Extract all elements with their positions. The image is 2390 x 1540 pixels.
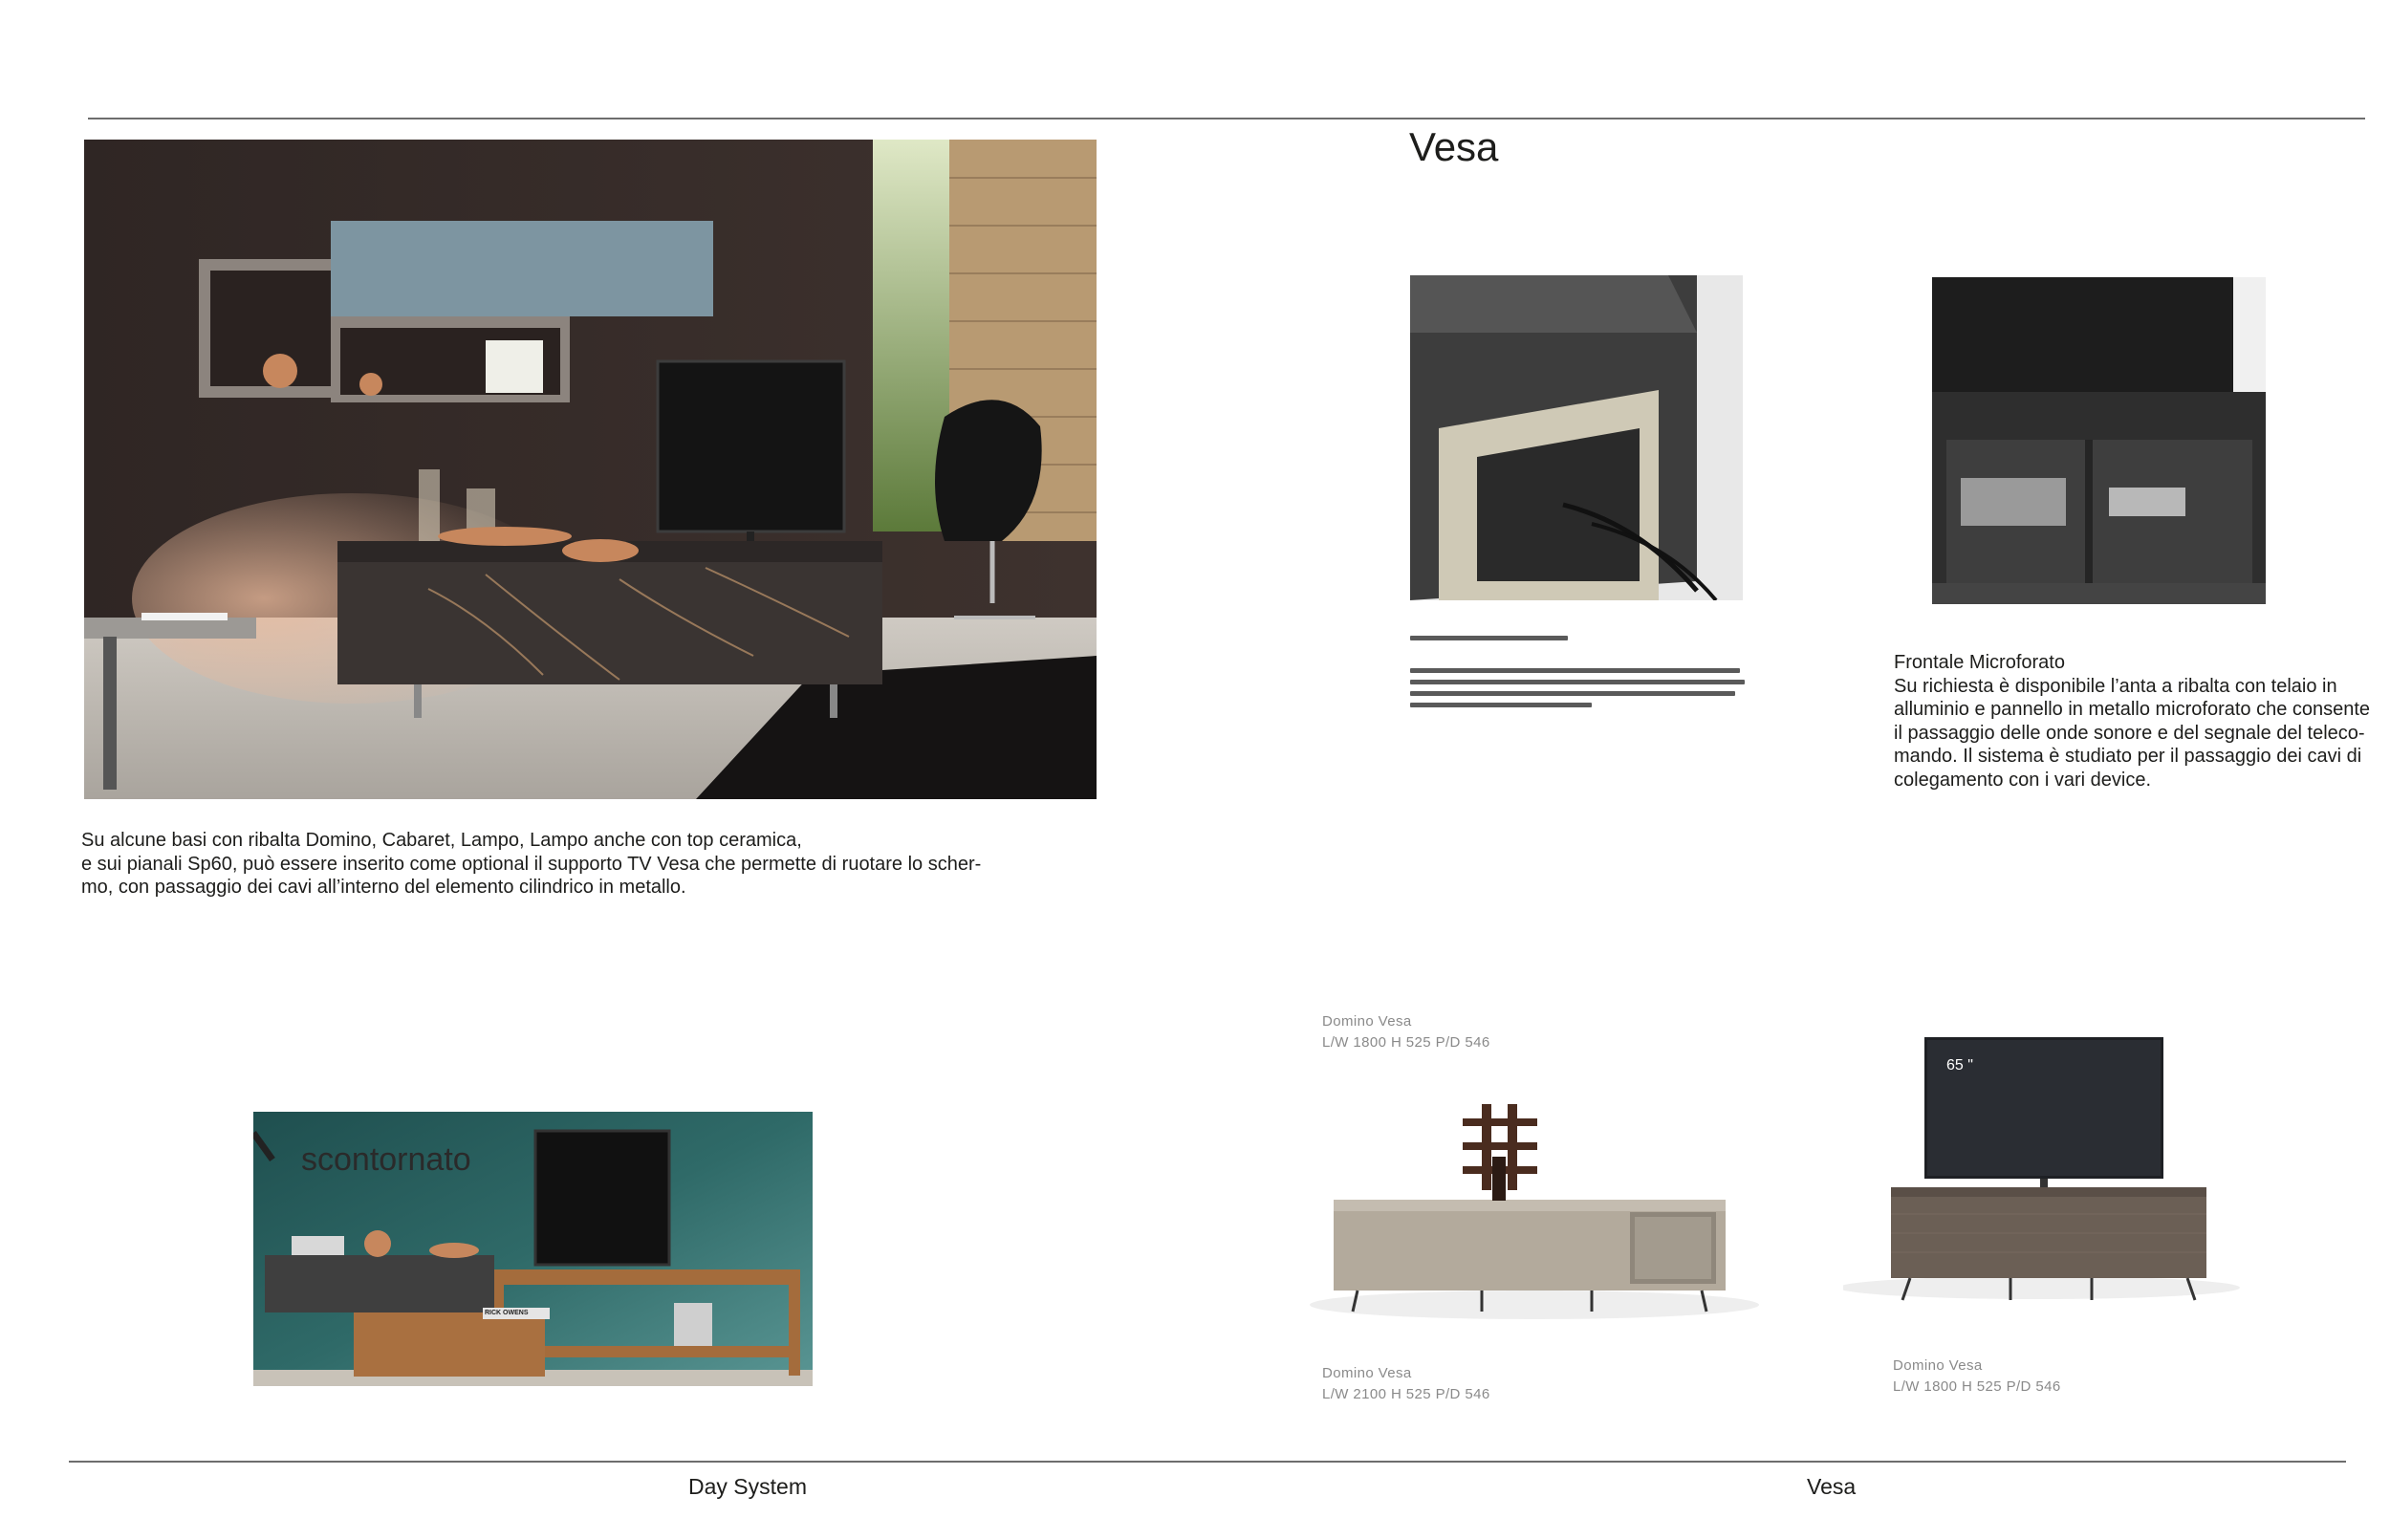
footer-right-label: Vesa: [1807, 1474, 1857, 1499]
frontale-line-5: colegamento con i vari device.: [1894, 769, 2152, 791]
product-caption-bottom-right: [1893, 1356, 2061, 1398]
blurred-line: [1410, 691, 1735, 696]
intro-line-2: e sui pianali Sp60, può essere inserito come optional il supporto TV Vesa che permette di ruotare lo scher-: [81, 853, 982, 875]
detail-photo-microforato: [1932, 277, 2266, 604]
page-title: Vesa: [1409, 124, 1499, 169]
frontale-line-1: Su richiesta è disponibile l’anta a ribalta con telaio in: [1894, 675, 2337, 697]
product-caption-top: [1322, 1011, 1490, 1053]
product-dimensions: L/W 1800 H 525 P/D 546: [1322, 1034, 1490, 1051]
intro-line-1: Su alcune basi con ribalta Domino, Cabaret, Lampo, Lampo anche con top ceramica,: [81, 830, 802, 851]
frontale-line-2: alluminio e pannello in metallo microforato che consente: [1894, 699, 2371, 720]
frontale-text: [1894, 651, 2390, 792]
frontale-line-3: il passaggio delle onde sonore e del segnale del teleco-: [1894, 722, 2365, 744]
product-name: Domino Vesa: [1322, 1013, 1412, 1030]
product-name: Domino Vesa: [1893, 1357, 1983, 1374]
domino-vesa-tv-photo: [1843, 1037, 2245, 1305]
blurred-line: [1410, 680, 1745, 684]
product-dimensions: L/W 1800 H 525 P/D 546: [1893, 1378, 2061, 1395]
book-label: RICK OWENS: [485, 1310, 529, 1316]
blurred-heading: [1410, 636, 1568, 640]
blurred-line: [1410, 668, 1740, 673]
product-caption-bottom-left: [1322, 1363, 1490, 1405]
bottom-rule: [69, 1461, 2346, 1463]
scontornato-label: scontornato: [301, 1141, 471, 1178]
scontornato-photo: [253, 1112, 813, 1386]
product-dimensions: L/W 2100 H 525 P/D 546: [1322, 1386, 1490, 1402]
tv-size-label: 65 ": [1946, 1057, 1973, 1074]
frontale-heading: Frontale Microforato: [1894, 652, 2065, 673]
intro-line-3: mo, con passaggio dei cavi all’interno del elemento cilindrico in metallo.: [81, 877, 686, 898]
frontale-line-4: mando. Il sistema è studiato per il passaggio dei cavi di: [1894, 746, 2362, 767]
product-name: Domino Vesa: [1322, 1365, 1412, 1381]
detail-caption-blurred: [1410, 636, 1754, 727]
footer-left-label: Day System: [688, 1474, 807, 1499]
living-room-photo: [84, 140, 1097, 799]
intro-paragraph: [81, 829, 1152, 900]
domino-vesa-bracket-photo: [1305, 1099, 1759, 1329]
blurred-line: [1410, 703, 1592, 707]
top-rule: [88, 118, 2365, 119]
detail-photo-top: [1410, 275, 1743, 600]
